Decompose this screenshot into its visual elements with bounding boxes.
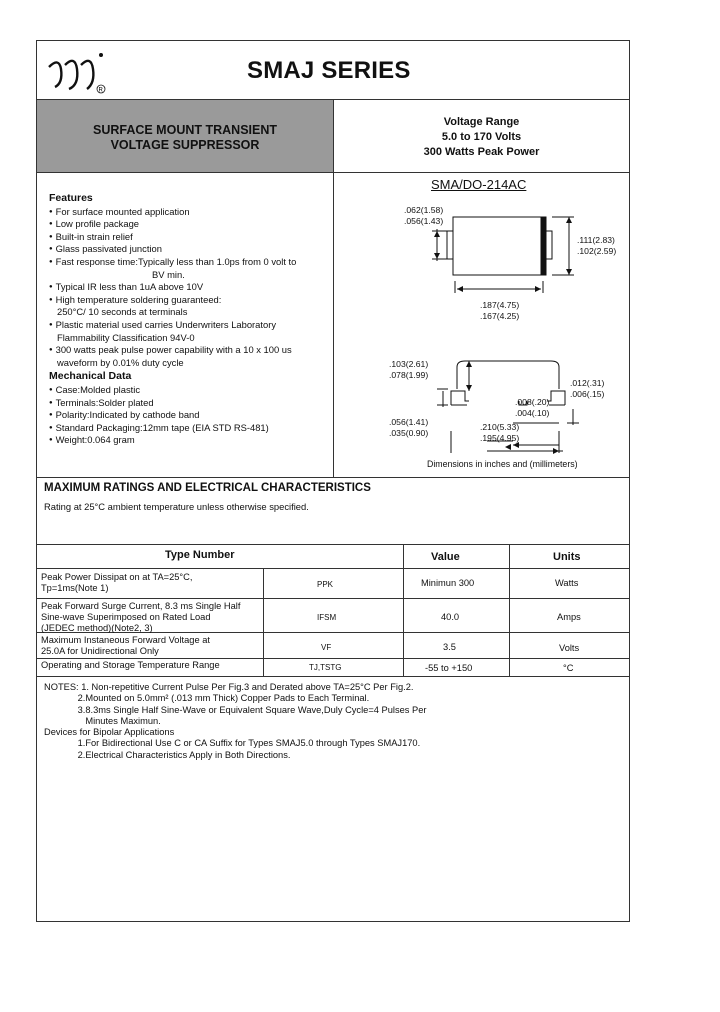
svg-text:R: R <box>98 87 103 94</box>
feature-item: ● Fast response time:Typically less than 1.0ps from 0 volt to <box>49 256 334 269</box>
voltage-range-heading: Voltage Range <box>443 116 520 128</box>
dim-label: .103(2.61) <box>389 359 429 369</box>
value-cell: Minimun 300 <box>421 578 475 588</box>
dim-label: .187(4.75) <box>480 300 520 310</box>
dim-label: .008(.20) <box>515 397 550 407</box>
dim-label: .167(4.25) <box>480 311 520 321</box>
table-row <box>41 572 192 594</box>
table-border <box>37 544 629 545</box>
value-cell: -55 to +150 <box>425 663 473 673</box>
voltage-range-value: 5.0 to 170 Volts <box>441 131 522 143</box>
mechanical-item: ● Weight:0.064 gram <box>49 434 334 447</box>
param-text: Maximum Instaneous Forward Voltage at <box>41 635 210 645</box>
header-type-number: Type Number <box>165 549 235 561</box>
feature-item: ● 300 watts peak pulse power capability with a 10 x 100 us <box>49 344 334 357</box>
dim-label: .035(0.90) <box>389 428 429 438</box>
feature-item-cont: Flammability Classification 94V-0 <box>57 331 195 343</box>
dim-label: .210(5.33) <box>480 422 520 432</box>
symbol-cell: IFSM <box>317 613 337 622</box>
param-text: Tp=1ms(Note 1) <box>41 583 109 593</box>
company-logo-icon <box>45 49 109 95</box>
mechanical-item: ● Standard Packaging:12mm tape (EIA STD RS-481) <box>49 422 334 435</box>
param-text: Operating and Storage Temperature Range <box>41 660 220 670</box>
dim-label: .006(.15) <box>570 389 605 399</box>
divider <box>37 477 629 478</box>
table-row <box>41 601 240 634</box>
table-row <box>41 635 210 657</box>
note-line: 2.Electrical Characteristics Apply in Both Directions. <box>44 749 291 760</box>
table-border <box>403 544 404 676</box>
ratings-heading: MAXIMUM RATINGS AND ELECTRICAL CHARACTERISTICS <box>44 482 371 494</box>
feature-item: ● Built-in strain relief <box>49 231 334 244</box>
note-line: Minutes Maximun. <box>44 715 161 726</box>
units-cell: Watts <box>555 578 579 588</box>
table-border <box>37 676 629 677</box>
note-line: NOTES: 1. Non-repetitive Current Pulse Per Fig.3 and Derated above TA=25°C Per Fig.2. <box>44 682 414 692</box>
feature-item: ● Glass passivated junction <box>49 243 334 256</box>
table-row <box>41 660 220 671</box>
product-line-2: VOLTAGE SUPPRESSOR <box>110 138 260 152</box>
notes-section <box>44 682 426 761</box>
param-text: Sine-wave Superimposed on Rated Load <box>41 612 211 622</box>
param-text: Peak Power Dissipat on at TA=25°C, <box>41 572 193 582</box>
features-section <box>49 192 334 447</box>
page-title: SMAJ SERIES <box>247 57 411 84</box>
symbol-cell: PPK <box>317 580 334 589</box>
dimensions-footnote: Dimensions in inches and (millimeters) <box>427 459 578 469</box>
dim-label: .004(.10) <box>515 408 550 418</box>
features-heading: Features <box>49 192 93 204</box>
table-border <box>509 544 510 676</box>
dim-label: .078(1.99) <box>389 370 429 380</box>
feature-item: ● For surface mounted application <box>49 206 334 219</box>
note-line: 2.Mounted on 5.0mm² (.013 mm Thick) Copper Pads to Each Terminal. <box>44 693 370 704</box>
feature-item: ● Low profile package <box>49 218 334 231</box>
dim-label: .056(1.41) <box>389 417 429 427</box>
value-cell: 3.5 <box>443 642 456 652</box>
units-cell: Amps <box>557 612 581 622</box>
package-outline-drawing <box>333 191 629 461</box>
note-line: 1.For Bidirectional Use C or CA Suffix for Types SMAJ5.0 through Types SMAJ170. <box>44 738 421 749</box>
param-text: Peak Forward Surge Current, 8.3 ms Single Half <box>41 601 241 611</box>
feature-item-cont: BV min. <box>152 268 185 280</box>
feature-item: ● Typical IR less than 1uA above 10V <box>49 281 334 294</box>
product-type-box <box>37 100 333 172</box>
divider <box>37 172 629 173</box>
dim-label: .062(1.58) <box>404 205 444 215</box>
feature-item-cont: 250°C/ 10 seconds at terminals <box>57 306 188 318</box>
value-cell: 40.0 <box>441 612 460 622</box>
package-name: SMA/DO-214AC <box>431 177 527 192</box>
feature-item: ● High temperature soldering guaranteed: <box>49 294 334 307</box>
units-cell: °C <box>563 663 574 673</box>
product-line-1: SURFACE MOUNT TRANSIENT <box>92 123 278 137</box>
mechanical-heading: Mechanical Data <box>49 370 132 383</box>
feature-item: ● Plastic material used carries Underwriters Laboratory <box>49 319 334 332</box>
table-border <box>37 598 629 599</box>
dim-label: .195(4.95) <box>480 433 520 443</box>
symbol-cell: TJ,TSTG <box>309 663 342 672</box>
table-border <box>37 568 629 569</box>
dim-label: .102(2.59) <box>577 246 617 256</box>
table-border <box>263 568 264 676</box>
peak-power-value: 300 Watts Peak Power <box>423 146 540 158</box>
param-text: 25.0A for Unidirectional Only <box>41 646 159 656</box>
symbol-cell: VF <box>321 643 332 652</box>
datasheet-frame <box>36 40 630 922</box>
mechanical-item: ● Case:Molded plastic <box>49 384 334 397</box>
mechanical-item: ● Terminals:Solder plated <box>49 397 334 410</box>
param-text: (JEDEC method)(Note2, 3) <box>41 623 153 633</box>
header-value: Value <box>431 551 460 563</box>
feature-item-cont: waveform by 0.01% duty cycle <box>57 356 184 368</box>
dim-label: .056(1.43) <box>404 216 444 226</box>
ratings-subtitle: Rating at 25°C ambient temperature unless otherwise specified. <box>44 501 309 512</box>
units-cell: Volts <box>559 643 580 653</box>
note-line: 3.8.3ms Single Half Sine-Wave or Equivalent Square Wave,Duly Cycle=4 Pulses Per <box>44 704 427 715</box>
dim-label: .012(.31) <box>570 378 605 388</box>
dim-label: .111(2.83) <box>577 235 615 245</box>
header-units: Units <box>553 551 581 563</box>
note-line: Devices for Bipolar Applications <box>44 727 175 738</box>
table-border <box>37 658 629 659</box>
mechanical-item: ● Polarity:Indicated by cathode band <box>49 409 334 422</box>
voltage-range-box <box>334 100 629 172</box>
